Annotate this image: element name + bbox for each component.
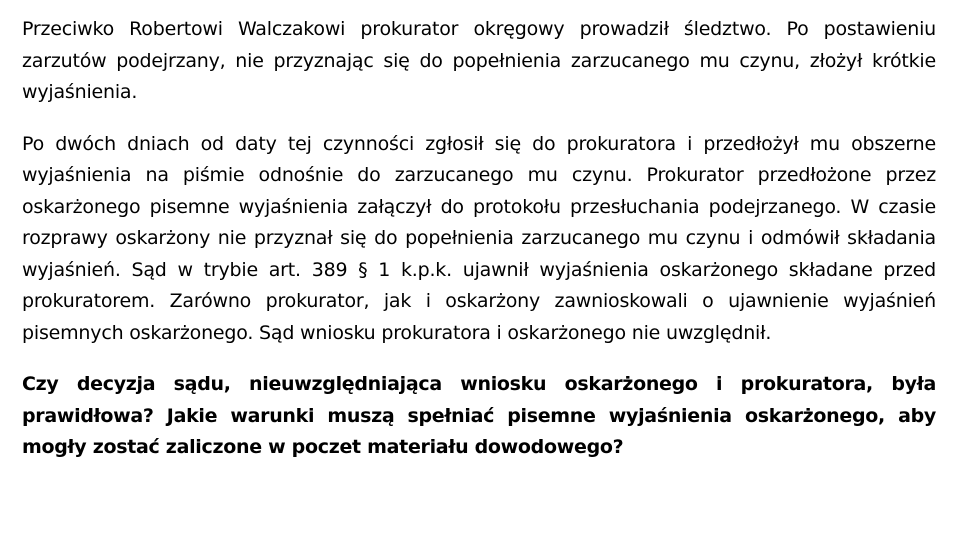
question-paragraph: Czy decyzja sądu, nieuwzględniająca wniosku oskarżonego i prokuratora, była prawidłowa? Jakie warunki muszą spełniać pisemne wyjaśnienia oskarżonego, aby mogły zostać zaliczone w poczet materiału dowodowego? <box>22 373 936 458</box>
slide-content <box>22 14 936 464</box>
case-details-paragraph: Po dwóch dniach od daty tej czynności zgłosił się do prokuratora i przedłożył mu obszerne wyjaśnienia na piśmie odnośnie do zarzucanego mu czynu. Prokurator przedłożone przez oskarżonego pisemne wyjaśnienia załączył do protokołu przesłuchania podejrzanego. W czasie rozprawy oskarżony nie przyznał się do popełnienia zarzucanego mu czynu i odmówił składania wyjaśnień. Sąd w trybie art. 389 § 1 k.p.k. ujawnił wyjaśnienia oskarżonego składane przed prokuratorem. Zarówno prokurator, jak i oskarżony zawnioskowali o ujawnienie wyjaśnień pisemnych oskarżonego. Sąd wniosku prokuratora i oskarżonego nie uwzględnił. <box>22 132 936 344</box>
case-intro-paragraph: Przeciwko Robertowi Walczakowi prokurator okręgowy prowadził śledztwo. Po postawieniu zarzutów podejrzany, nie przyznając się do popełnienia zarzucanego mu czynu, złożył krótkie wyjaśnienia. <box>22 18 936 103</box>
